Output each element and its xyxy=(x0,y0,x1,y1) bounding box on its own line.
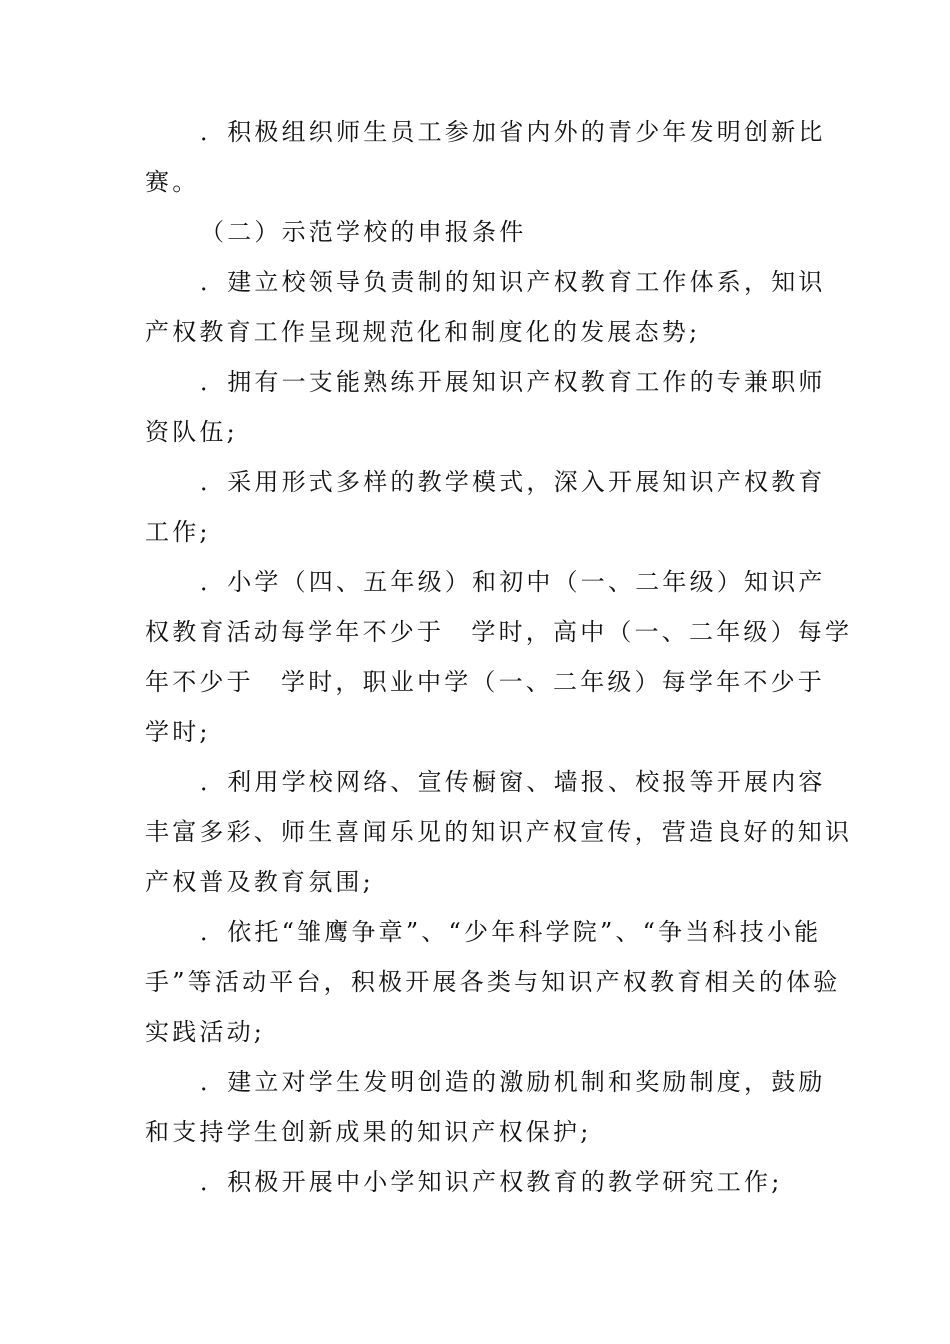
text-line: 丰富多彩、师生喜闻乐见的知识产权宣传，营造良好的知识 xyxy=(145,818,853,846)
text-line: 产权教育工作呈现规范化和制度化的发展态势; xyxy=(145,318,701,346)
text-line: 手”等活动平台，积极开展各类与知识产权教育相关的体验 xyxy=(145,968,841,996)
text-line: 权教育活动每学年不少于 学时，高中（一、二年级）每学 xyxy=(145,618,853,646)
text-line: 资队伍; xyxy=(145,418,238,446)
text-line: ．小学（四、五年级）和初中（一、二年级）知识产 xyxy=(200,568,826,596)
text-line: 年不少于 学时，职业中学（一、二年级）每学年不少于 xyxy=(145,668,825,696)
text-line: 产权普及教育氛围; xyxy=(145,868,374,896)
text-line: ．利用学校网络、宣传橱窗、墙报、校报等开展内容 xyxy=(200,768,826,796)
text-line: ．积极组织师生员工参加省内外的青少年发明创新比 xyxy=(200,118,826,146)
text-line: ．建立校领导负责制的知识产权教育工作体系，知识 xyxy=(200,268,826,296)
text-line: ．依托“雏鹰争章”、“少年科学院”、“争当科技小能 xyxy=(200,918,822,946)
text-line: 赛。 xyxy=(145,168,200,196)
text-line: ．拥有一支能熟练开展知识产权教育工作的专兼职师 xyxy=(200,368,826,396)
text-line: ．建立对学生发明创造的激励机制和奖励制度，鼓励 xyxy=(200,1068,826,1096)
text-line: 学时; xyxy=(145,718,211,746)
text-line: 和支持学生创新成果的知识产权保护; xyxy=(145,1118,592,1146)
text-line: ．积极开展中小学知识产权教育的教学研究工作; xyxy=(200,1168,783,1196)
text-line: 工作; xyxy=(145,518,211,546)
text-line: 实践活动; xyxy=(145,1018,266,1046)
section-heading: （二）示范学校的申报条件 xyxy=(200,218,527,246)
text-line: ．采用形式多样的教学模式，深入开展知识产权教育 xyxy=(200,468,826,496)
